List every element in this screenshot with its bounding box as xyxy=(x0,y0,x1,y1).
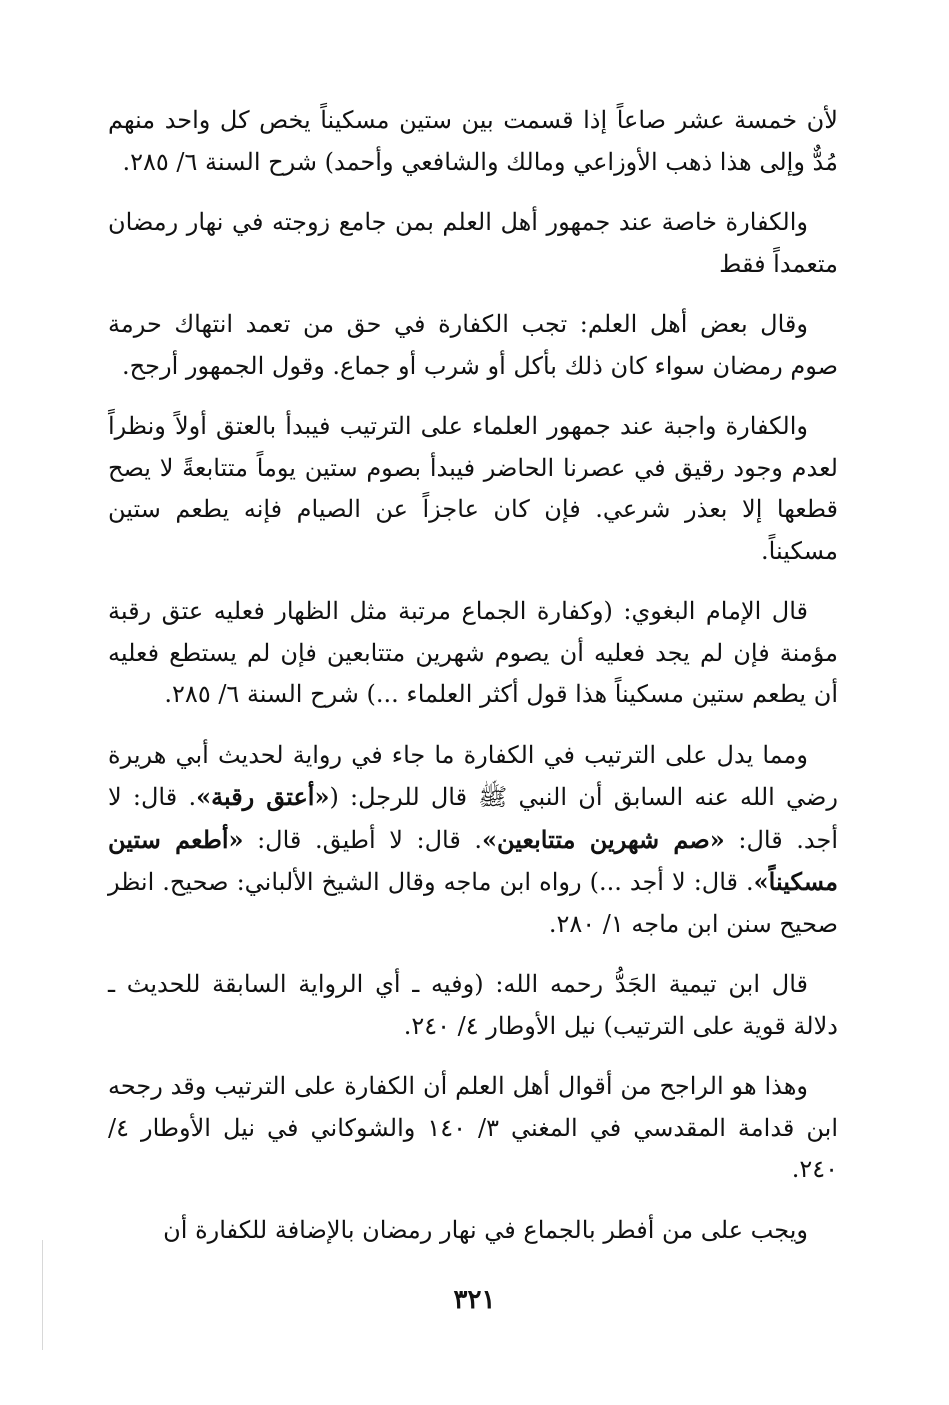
page-body xyxy=(108,100,838,1270)
paragraph-6 xyxy=(108,735,838,946)
paragraph-3: وقال بعض أهل العلم: تجب الكفارة في حق من تعمد انتهاك حرمة صوم رمضان سواء كان ذلك بأكل أو شرب أو جماع. وقول الجمهور أرجح. xyxy=(108,310,838,380)
paragraph-7: قال ابن تيمية الجَدُّ رحمه الله: (وفيه ـ أي الرواية السابقة للحديث ـ دلالة قوية على الترتيب) نيل الأوطار ٤/ ٢٤٠. xyxy=(108,970,838,1040)
paragraph-6-part3: . قال: لا أطيق. قال: xyxy=(243,825,483,854)
hadith-quote-feed-sixty: «أطعم ستين مسكيناً» xyxy=(108,824,838,896)
paragraph-6-part1: ومما يدل على الترتيب في الكفارة ما جاء في رواية لحديث أبي هريرة رضي الله عنه السابق أن النبي ﷺ قال للرجل: ( xyxy=(108,740,838,811)
hadith-quote-fast-two-months: «صم شهرين متتابعين» xyxy=(482,824,725,854)
paragraph-4: والكفارة واجبة عند جمهور العلماء على الترتيب فيبدأ بالعتق أولاً ونظراً لعدم وجود رقيق في عصرنا الحاضر فيبدأ بصوم ستين يوماً متتابعةً لا يصح قطعها إلا بعذر شرعي. فإن كان عاجزاً عن الصيام فإنه يطعم ستين مسكيناً. xyxy=(108,412,838,565)
paragraph-1: لأن خمسة عشر صاعاً إذا قسمت بين ستين مسكيناً يخص كل واحد منهم مُدٌّ وإلى هذا ذهب الأوزاعي ومالك والشافعي وأحمد) شرح السنة ٦/ ٢٨٥. xyxy=(108,106,838,176)
paragraph-8: وهذا هو الراجح من أقوال أهل العلم أن الكفارة على الترتيب وقد رجحه ابن قدامة المقدسي في المغني ٣/ ١٤٠ والشوكاني في نيل الأوطار ٤/ ٢٤٠. xyxy=(108,1072,839,1183)
page-number: ٣٢١ xyxy=(453,1285,496,1315)
paragraph-5: قال الإمام البغوي: (وكفارة الجماع مرتبة مثل الظهار فعليه عتق رقبة مؤمنة فإن لم يجد فعليه أن يصوم شهرين متتابعين فإن لم يستطع فعليه أن يطعم ستين مسكيناً هذا قول أكثر العلماء ...) شرح السنة ٦/ ٢٨٥. xyxy=(108,597,838,708)
paragraph-6-part4: . قال: لا أجد ...) رواه ابن ماجه وقال الشيخ الألباني: صحيح. انظر صحيح سنن ابن ماجه ١/ ٢٨٠. xyxy=(108,868,838,938)
hadith-quote-free-a-slave: «أعتق رقبة» xyxy=(196,782,330,811)
paragraph-6-part2: . قال: لا أجد. قال: xyxy=(108,783,838,854)
paragraph-9: ويجب على من أفطر بالجماع في نهار رمضان بالإضافة للكفارة أن xyxy=(163,1215,808,1244)
paragraph-2: والكفارة خاصة عند جمهور أهل العلم بمن جامع زوجته في نهار رمضان متعمداً فقط xyxy=(108,208,838,278)
